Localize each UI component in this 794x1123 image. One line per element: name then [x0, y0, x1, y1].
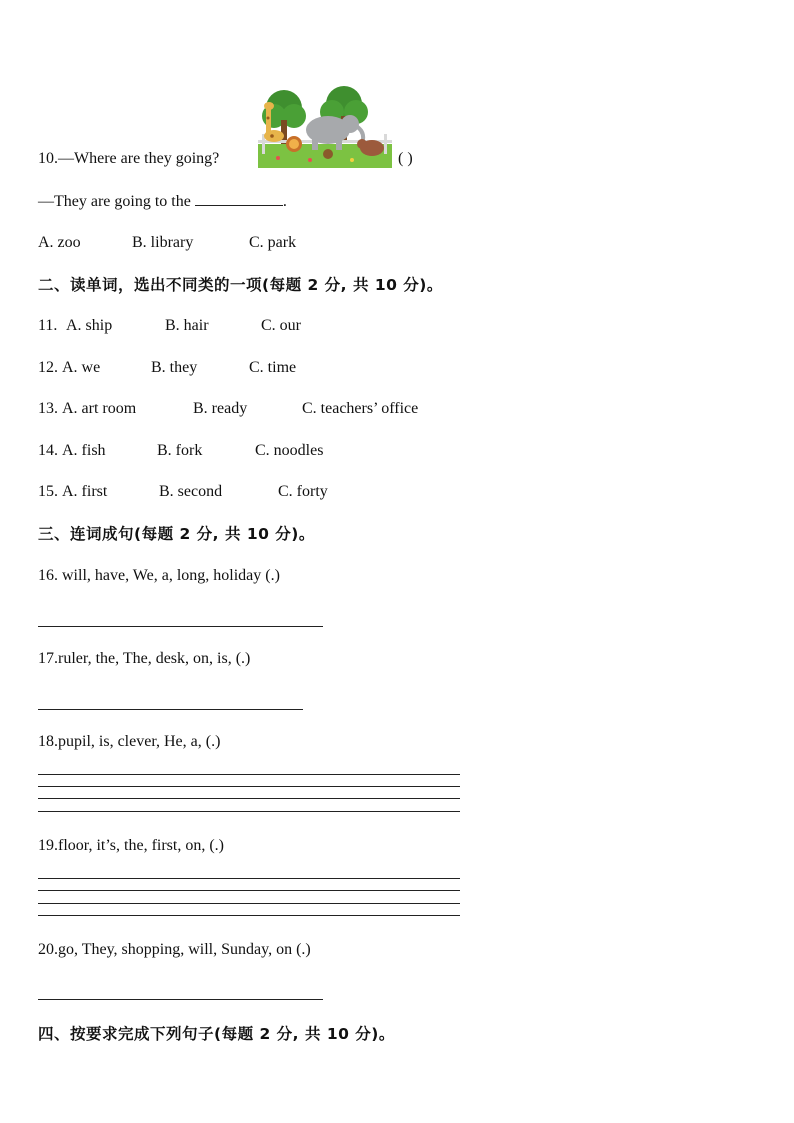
- q19-number: 19.: [38, 837, 58, 854]
- q16-words: will, have, We, a, long, holiday (.): [62, 567, 280, 584]
- q14-number: 14.: [38, 442, 58, 459]
- q17-prompt: [38, 650, 250, 668]
- q19-answer-line-4[interactable]: [38, 915, 460, 916]
- q10-number: 10.: [38, 150, 58, 167]
- q15-option-c: C. forty: [278, 483, 328, 500]
- q10-answer-bracket: ( ): [398, 150, 413, 167]
- section-3-title: 三、连词成句(每题 2 分, 共 10 分)。: [38, 525, 315, 543]
- q13-number: 13.: [38, 400, 58, 417]
- q11-option-a: A. ship: [66, 317, 113, 334]
- q19-answer-line-3[interactable]: [38, 903, 460, 904]
- q16-prompt: [38, 567, 280, 585]
- zoo-illustration: [258, 86, 392, 168]
- section-2-title: 二、读单词，选出不同类的一项(每题 2 分, 共 10 分)。: [38, 276, 443, 294]
- q14-option-b: B. fork: [157, 442, 203, 459]
- q10-option-a: A. zoo: [38, 234, 81, 251]
- q18-answer-line-2[interactable]: [38, 786, 460, 787]
- q10-option-b: B. library: [132, 234, 194, 251]
- q18-words: pupil, is, clever, He, a, (.): [58, 733, 221, 750]
- q13-option-c: C. teachers’ office: [302, 400, 419, 417]
- q20-number: 20.: [38, 941, 58, 958]
- q15-option-b: B. second: [159, 483, 223, 500]
- q20-answer-line[interactable]: [38, 999, 323, 1000]
- q12-option-a: A. we: [62, 359, 101, 376]
- q15-number: 15.: [38, 483, 58, 500]
- q10-answer-suffix: .: [282, 193, 287, 210]
- q16-number: 16.: [38, 567, 58, 584]
- q19-words: floor, it’s, the, first, on, (.): [58, 837, 224, 854]
- q17-words: ruler, the, The, desk, on, is, (.): [58, 650, 251, 667]
- q18-answer-line-4[interactable]: [38, 811, 460, 812]
- q10-question-text: —Where are they going?: [58, 150, 220, 167]
- q11-option-c: C. our: [261, 317, 301, 334]
- q14-option-c: C. noodles: [255, 442, 324, 459]
- q10-option-c: C. park: [249, 234, 297, 251]
- q19-answer-line-1[interactable]: [38, 878, 460, 879]
- q17-number: 17.: [38, 650, 58, 667]
- q14-option-a: A. fish: [62, 442, 106, 459]
- q15-option-a: A. first: [62, 483, 108, 500]
- q10-answer-prefix: —They are going to the: [38, 193, 191, 210]
- q18-answer-line-1[interactable]: [38, 774, 460, 775]
- q11-option-b: B. hair: [165, 317, 209, 334]
- q10-question: [38, 150, 219, 168]
- q13-option-b: B. ready: [193, 400, 248, 417]
- q12-option-b: B. they: [151, 359, 198, 376]
- q18-prompt: [38, 733, 220, 751]
- q19-answer-line-2[interactable]: [38, 890, 460, 891]
- section-4-title: 四、按要求完成下列句子(每题 2 分, 共 10 分)。: [38, 1025, 395, 1043]
- q18-number: 18.: [38, 733, 58, 750]
- q12-option-c: C. time: [249, 359, 297, 376]
- q10-answer-line: [38, 191, 287, 211]
- q12-number: 12.: [38, 359, 58, 376]
- q16-answer-line[interactable]: [38, 626, 323, 627]
- q10-blank[interactable]: [195, 191, 283, 206]
- q13-option-a: A. art room: [62, 400, 137, 417]
- q17-answer-line[interactable]: [38, 709, 303, 710]
- q11-number: 11.: [38, 317, 58, 334]
- q20-words: go, They, shopping, will, Sunday, on (.): [58, 941, 311, 958]
- q18-answer-line-3[interactable]: [38, 798, 460, 799]
- q19-prompt: [38, 837, 224, 855]
- q20-prompt: [38, 941, 311, 959]
